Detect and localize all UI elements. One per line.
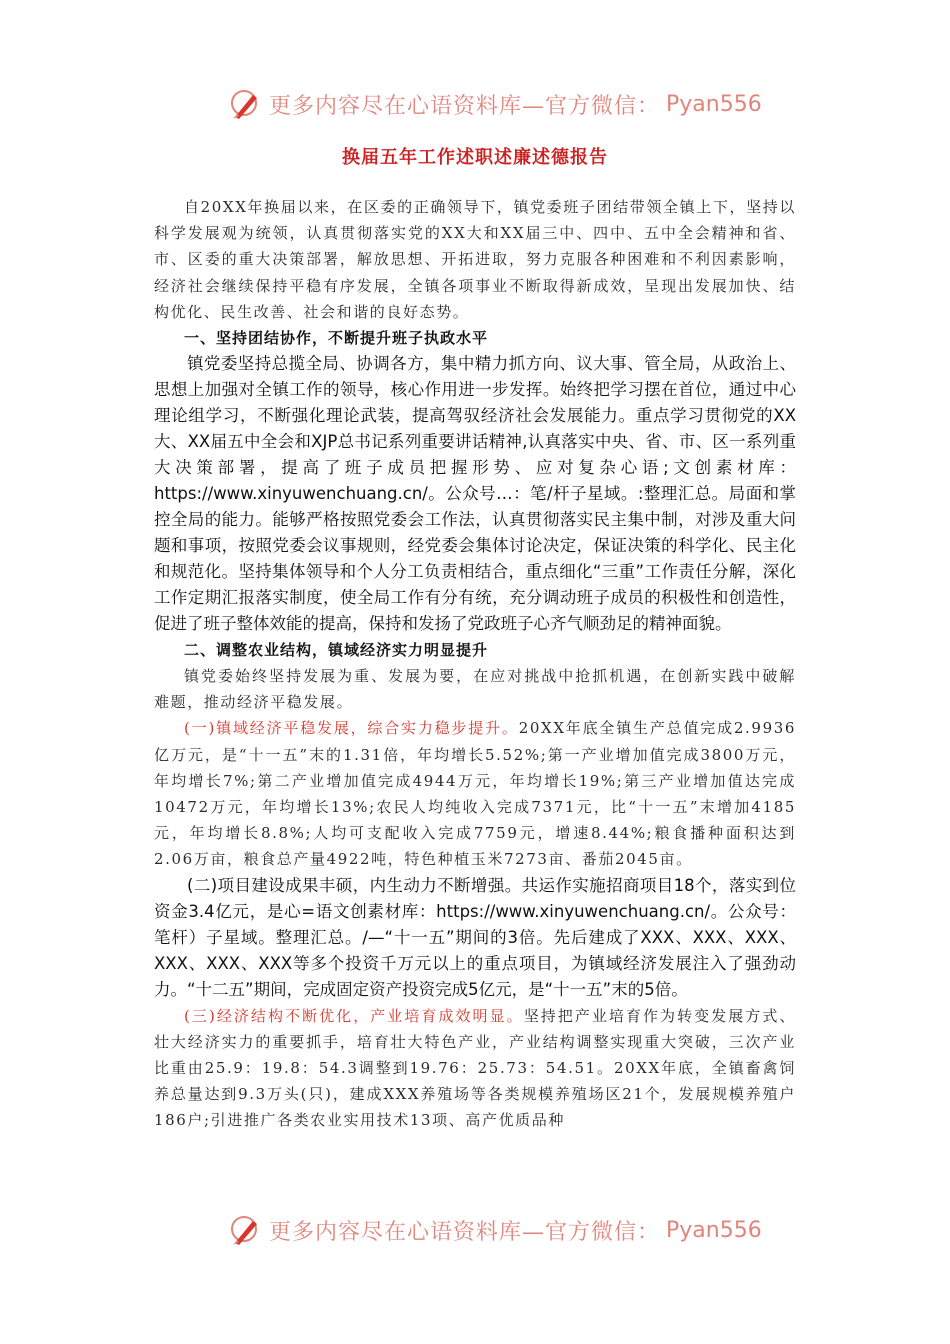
- item-1-paragraph: [154, 715, 796, 872]
- section-2-heading: 二、调整农业结构，镇域经济实力明显提升: [184, 641, 489, 660]
- watermark-top: [229, 84, 762, 124]
- section-2-intro: 镇党委始终坚持发展为重、发展为要，在应对挑战中抢抓机遇，在创新实践中破解难题，推动经济平稳发展。: [154, 667, 796, 712]
- item-3-lead: (三)经济结构不断优化，产业培育成效明显。: [184, 1006, 524, 1025]
- item-1-body: 20XX年底全镇生产总值完成2.9936亿万元，是“十一五”末的1.31倍，年均增长5.52%;第一产业增加值完成3800万元，年均增长7%;第二产业增加值完成4944万元，年均增长19%;第三产业增加值达完成10472万元，年均增长13%;农民人均纯收入完成7371元，比“十一五”末增加4185元，年均增长8.8%;人均可支配收入完成7759元，增速8.44%;粮食播种面积达到2.06万亩，粮食总产量4922吨，特色种植玉米7273亩、番茄2045亩。: [154, 719, 797, 869]
- watermark-text: 更多内容尽在心语资料库—官方微信：: [269, 1219, 661, 1245]
- watermark-bottom: [229, 1210, 762, 1250]
- document-title: 换届五年工作述职述廉述德报告: [342, 147, 608, 168]
- pen-logo-icon: [229, 1213, 263, 1247]
- section-1-paragraph: 镇党委坚持总揽全局、协调各方，集中精力抓方向、议大事、管全局，从政治上、思想上加强对全镇工作的领导，核心作用进一步发挥。始终把学习摆在首位，通过中心理论组学习，不断强化理论武装，提高驾驭经济社会发展能力。重点学习贯彻党的XX大、XX届五中全会和XJP总书记系列重要讲话精神,认真落实中央、省、市、区一系列重大决策部署，提高了班子成员把握形势、应对复杂心语;文创素材库：https://www.xinyuwenchuang.cn/。公众号…：笔/杆子星域。:整理汇总。局面和掌控全局的能力。能够严格按照党委会工作法，认真贯彻落实民主集中制，对涉及重大问题和事项，按照党委会议事规则，经党委会集体讨论决定，保证决策的科学化、民主化和规范化。坚持集体领导和个人分工负责相结合，重点细化“三重”工作责任分解，深化工作定期汇报落实制度，使全局工作有分有统，充分调动班子成员的积极性和创造性，促进了班子整体效能的提高，保持和发扬了党政班子心齐气顺劲足的精神面貌。: [154, 354, 796, 634]
- document-body: [154, 194, 796, 1134]
- watermark-wechat-id: Pyan556: [666, 1217, 762, 1243]
- item-1-lead: (一)镇域经济平稳发展，综合实力稳步提升。: [184, 719, 519, 738]
- item-3-paragraph: [154, 1003, 796, 1134]
- watermark-wechat-id: Pyan556: [666, 91, 762, 117]
- pen-logo-icon: [229, 87, 263, 121]
- section-1-heading: 一、坚持团结协作，不断提升班子执政水平: [184, 329, 489, 348]
- intro-paragraph: 自20XX年换届以来，在区委的正确领导下，镇党委班子团结带领全镇上下，坚持以科学发展观为统领，认真贯彻落实党的XX大和XX届三中、四中、五中全会精神和省、市、区委的重大决策部署，解放思想、开拓进取，努力克服各种困难和不利因素影响，经济社会继续保持平稳有序发展，全镇各项事业不断取得新成效，呈现出发展加快、结构优化、民生改善、社会和谐的良好态势。: [154, 198, 796, 321]
- watermark-text: 更多内容尽在心语资料库—官方微信：: [269, 93, 661, 119]
- item-3-body: 坚持把产业培育作为转变发展方式、壮大经济实力的重要抓手，培育壮大特色产业，产业结构调整实现重大突破，三次产业比重由25.9：19.8：54.3调整到19.76：25.73：54.51。20XX年底，全镇畜禽饲养总量达到9.3万头(只)，建成XXX养殖场等各类规模养殖场区21个，发展规模养殖户186户;引进推广各类农业实用技术13项、高产优质品种: [154, 1006, 796, 1130]
- item-2-paragraph: (二)项目建设成果丰硕，内生动力不断增强。共运作实施招商项目18个，落实到位资金3.4亿元，是心=语文创素材库：https://www.xinyuwenchuang.cn/。公众号：笔杆）子星域。整理汇总。/—“十一五”期间的3倍。先后建成了XXX、XXX、XXX、XXX、XXX、XXX等多个投资千万元以上的重点项目，为镇域经济发展注入了强劲动力。“十二五”期间，完成固定资产投资完成5亿元，是“十一五”末的5倍。: [154, 875, 796, 999]
